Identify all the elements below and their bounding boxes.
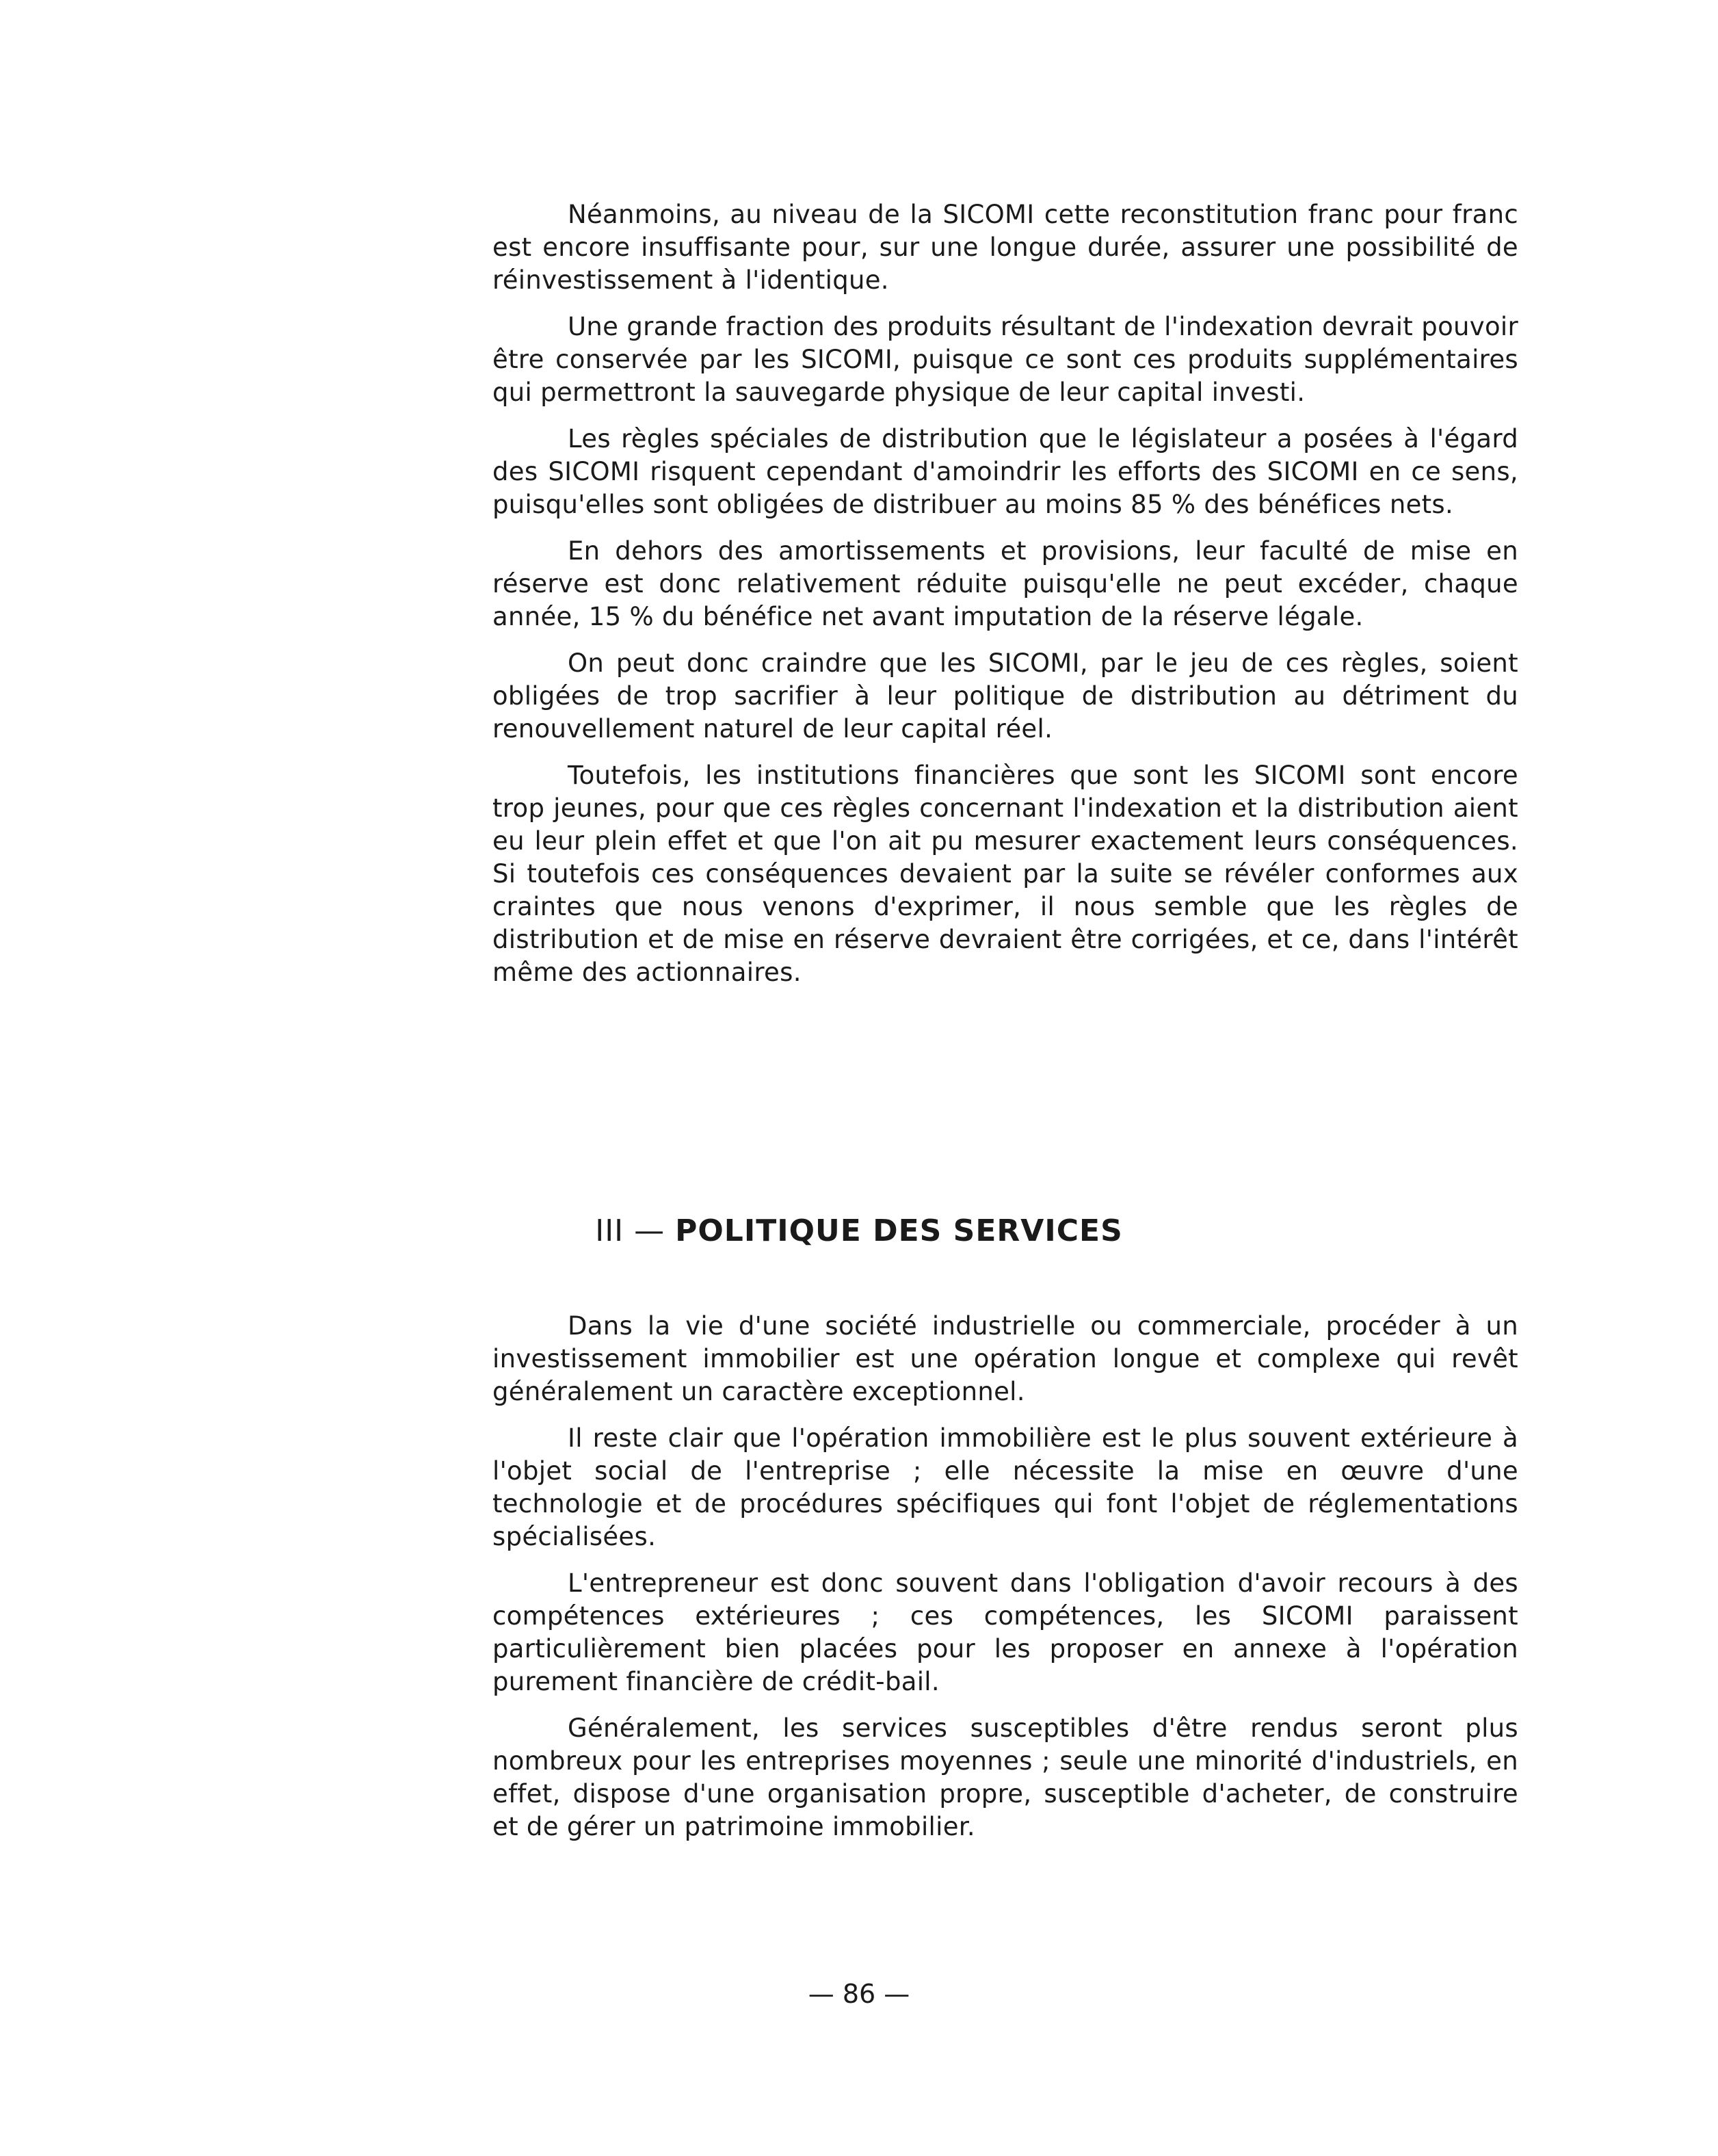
paragraph: On peut donc craindre que les SICOMI, par le jeu de ces règles, soient obligées de trop sacrifier à leur politique de distribution au détriment du renouvellement naturel de leur capital réel. — [492, 648, 1518, 744]
paragraph: Une grande fraction des produits résultant de l'indexation devrait pouvoir être conservée par les SICOMI, puisque ce sont ces produits supplémentaires qui permettront la sauvegarde physique de leur capital investi. — [492, 312, 1518, 407]
paragraph: Néanmoins, au niveau de la SICOMI cette reconstitution franc pour franc est encore insuffisante pour, sur une longue durée, assurer une possibilité de réinvestissement à l'identique. — [492, 200, 1518, 295]
paragraph: Dans la vie d'une société industrielle ou commerciale, procéder à un investissement immobilier est une opération longue et complexe qui revêt généralement un caractère exceptionnel. — [492, 1311, 1518, 1406]
page-number: — 86 — — [808, 1979, 910, 2009]
section-number: III — — [595, 1213, 665, 1248]
bottom-text-block — [492, 1310, 1518, 1857]
section-heading — [0, 1211, 1718, 1252]
paragraph: Il reste clair que l'opération immobilière est le plus souvent extérieure à l'objet social de l'entreprise ; elle nécessite la mise en œuvre d'une technologie et de procédures spécifiques qui font l'objet de réglementations spécialisées. — [492, 1423, 1518, 1551]
paragraph: Toutefois, les institutions financières que sont les SICOMI sont encore trop jeunes, pour que ces règles concernant l'indexation et la distribution aient eu leur plein effet et que l'on ait pu mesurer exactement leurs conséquences. Si toutefois ces conséquences devaient par la suite se révéler conformes aux craintes que nous venons d'exprimer, il nous semble que les règles de distribution et de mise en réserve devraient être corrigées, et ce, dans l'intérêt même des actionnaires. — [492, 761, 1518, 987]
paragraph: Généralement, les services susceptibles d'être rendus seront plus nombreux pour les entreprises moyennes ; seule une minorité d'industriels, en effet, dispose d'une organisation propre, susceptible d'acheter, de construire et de gérer un patrimoine immobilier. — [492, 1713, 1518, 1841]
paragraph: Les règles spéciales de distribution que le législateur a posées à l'égard des SICOMI risquent cependant d'amoindrir les efforts des SICOMI en ce sens, puisqu'elles sont obligées de distribuer au moins 85 % des bénéfices nets. — [492, 424, 1518, 519]
paragraph: L'entrepreneur est donc souvent dans l'obligation d'avoir recours à des compétences extérieures ; ces compétences, les SICOMI paraissent particulièrement bien placées pour les proposer en annexe à l'opération purement financière de crédit-bail. — [492, 1568, 1518, 1696]
top-text-block — [492, 198, 1518, 1003]
paragraph: En dehors des amortissements et provisions, leur faculté de mise en réserve est donc relativement réduite puisqu'elle ne peut excéder, chaque année, 15 % du bénéfice net avant imputation de la réserve légale. — [492, 536, 1518, 631]
section-title: POLITIQUE DES SERVICES — [675, 1213, 1123, 1248]
